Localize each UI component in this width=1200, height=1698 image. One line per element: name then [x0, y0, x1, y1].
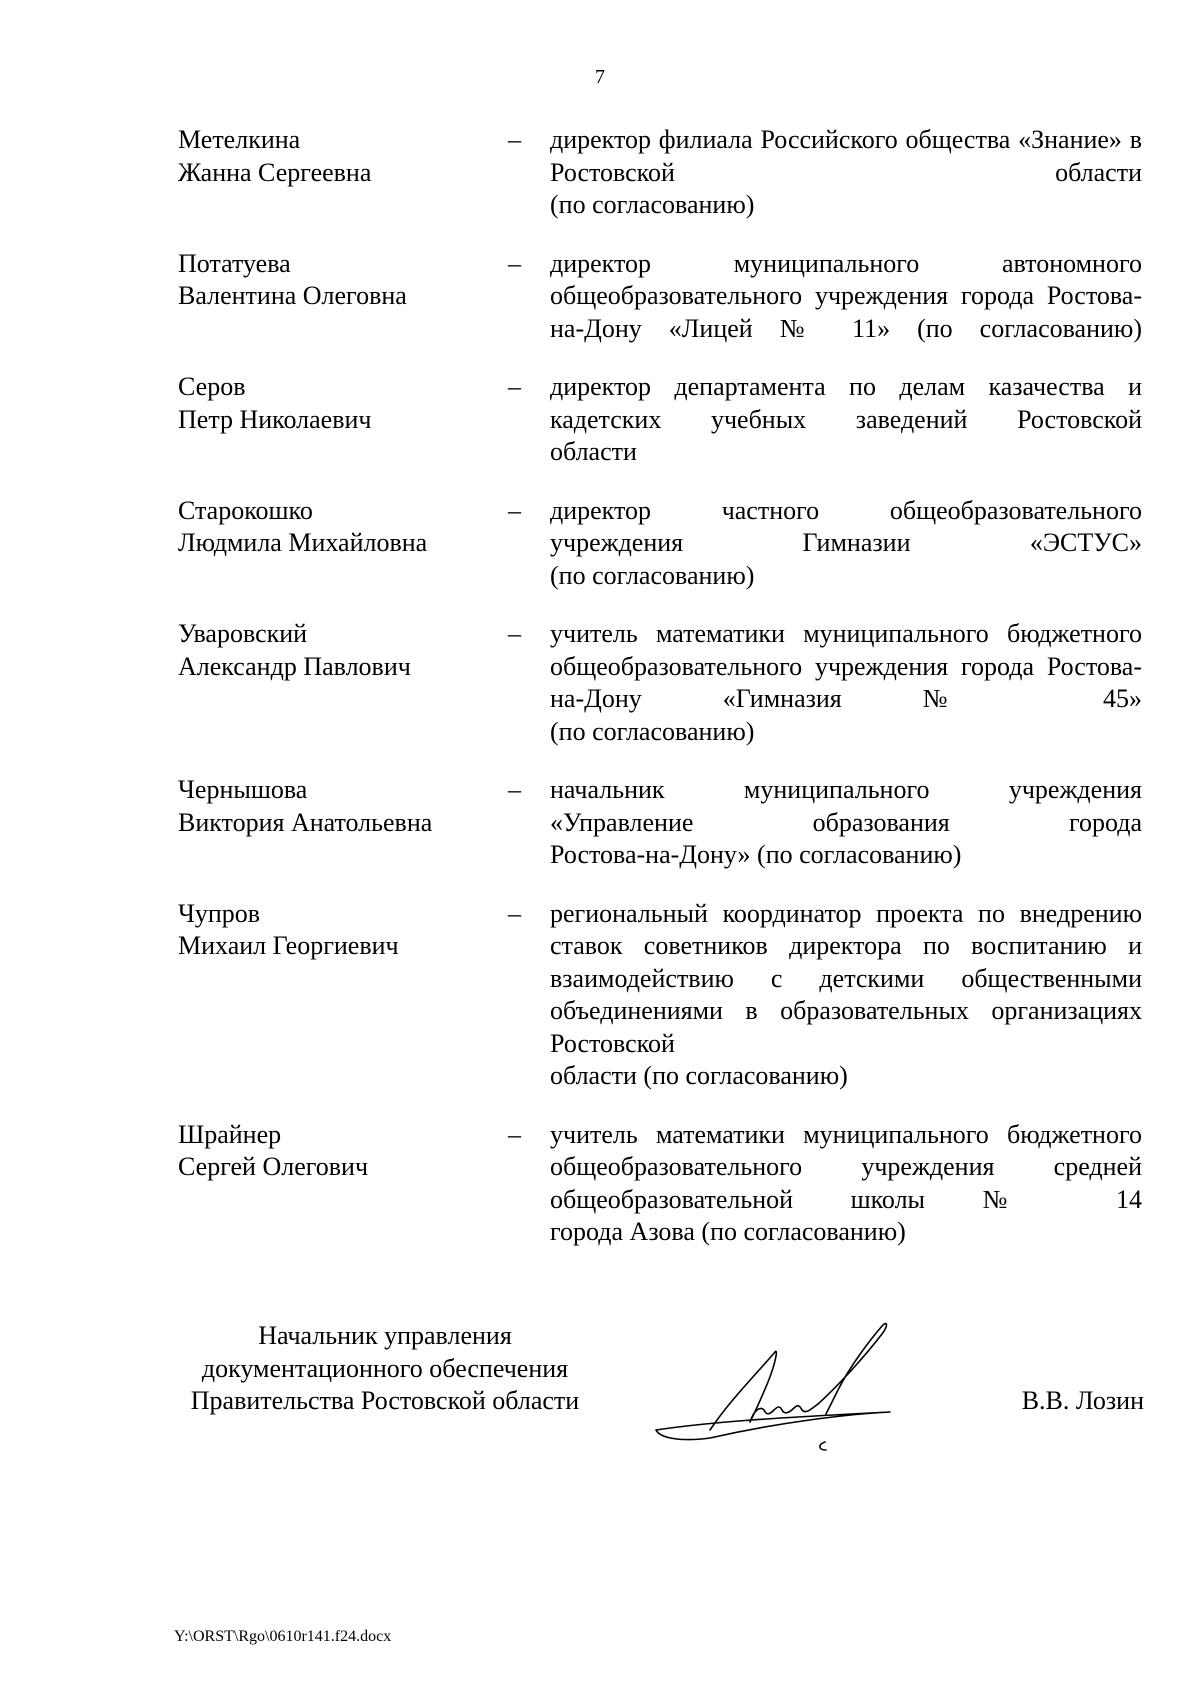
member-role-text: учитель математики муниципального бюджетного общеобразовательного учреждения средней общеобразовательной школы № 14	[550, 1119, 1142, 1214]
member-row	[0, 124, 1200, 222]
member-role	[550, 124, 1142, 222]
member-given-names: Михаил Георгиевич	[178, 931, 399, 960]
member-row	[0, 618, 1200, 748]
signer-name: В.В. Лозин	[1021, 1386, 1144, 1415]
member-given-names: Виктория Анатольевна	[178, 807, 433, 837]
member-name	[178, 1119, 508, 1184]
member-dash: –	[508, 372, 521, 401]
member-role-text: директор частного общеобразовательного учреждения Гимназии «ЭСТУС»	[550, 495, 1142, 557]
member-role	[550, 1119, 1142, 1249]
member-dash: –	[508, 495, 521, 525]
member-surname: Серов	[178, 372, 246, 401]
member-surname: Старокошко	[178, 495, 313, 525]
signer-title	[150, 1320, 620, 1418]
member-given-names: Сергей Олегович	[178, 1152, 369, 1181]
file-path: Y:\ORST\Rgo\0610r141.f24.docx	[174, 1628, 392, 1645]
member-role-text: директор муниципального автономного общеобразовательного учреждения города Ростова-на-Дону «Лицей № 11» (по согласованию)	[550, 248, 1142, 343]
member-given-names: Александр Павлович	[178, 651, 411, 681]
member-row	[0, 1119, 1200, 1249]
member-surname: Чернышова	[178, 775, 308, 804]
member-role	[550, 618, 1142, 748]
member-given-names: Валентина Олеговна	[178, 281, 407, 310]
member-role-last-line: Ростова-на-Дону» (по согласованию)	[550, 840, 962, 869]
member-dash: –	[508, 619, 521, 648]
member-role-last-line: области	[550, 437, 637, 466]
member-role	[550, 774, 1142, 872]
member-row	[0, 898, 1200, 1093]
signer-title-line: документационного обеспечения	[201, 1353, 569, 1383]
handwritten-signature-icon	[650, 1310, 930, 1470]
member-surname: Шрайнер	[178, 1119, 282, 1149]
signer-title-line: Начальник управления	[258, 1321, 512, 1350]
member-role-text: директор филиала Российского общества «Знание» в Ростовской области	[550, 125, 1142, 187]
member-dash: –	[508, 898, 521, 928]
member-given-names: Людмила Михайловна	[178, 528, 428, 557]
member-role	[550, 898, 1142, 1093]
member-row	[0, 774, 1200, 872]
member-role-last-line: области (по согласованию)	[550, 1061, 848, 1090]
member-role	[550, 371, 1142, 469]
member-name	[178, 618, 508, 683]
member-surname: Потатуева	[178, 248, 291, 278]
member-role-text: директор департамента по делам казачества и кадетских учебных заведений Ростовской	[550, 372, 1142, 434]
member-given-names: Петр Николаевич	[178, 404, 372, 434]
signer-title-line: Правительства Ростовской области	[190, 1386, 580, 1415]
member-row	[0, 371, 1200, 469]
member-surname: Чупров	[178, 898, 261, 928]
member-name	[178, 248, 508, 313]
member-dash: –	[508, 1119, 521, 1149]
member-role-text: начальник муниципального учреждения «Управление образования города	[550, 775, 1142, 837]
member-row	[0, 495, 1200, 593]
member-surname: Метелкина	[178, 125, 301, 154]
page-number: 7	[595, 66, 605, 88]
member-name	[178, 124, 508, 189]
member-dash: –	[508, 775, 521, 804]
member-dash: –	[508, 125, 521, 154]
member-name	[178, 495, 508, 560]
signature-block	[0, 1320, 1200, 1440]
member-role-text: региональный координатор проекта по внедрению ставок советников директора по воспитанию и взаимодействию с детскими общественными объединениями в образовательных организациях Ростовской	[550, 898, 1142, 1058]
member-name	[178, 371, 508, 436]
members-list	[0, 124, 1200, 1275]
member-role-last-line: (по согласованию)	[550, 190, 755, 219]
member-given-names: Жанна Сергеевна	[178, 157, 372, 187]
member-row	[0, 248, 1200, 346]
member-role-last-line: (по согласованию)	[550, 560, 755, 590]
member-name	[178, 898, 508, 963]
member-role-last-line: города Азова (по согласованию)	[550, 1217, 906, 1246]
member-role-last-line: (по согласованию)	[550, 716, 755, 746]
member-surname: Уваровский	[178, 619, 308, 648]
member-role	[550, 248, 1142, 346]
member-role-text: учитель математики муниципального бюджетного общеобразовательного учреждения города Ростова-на-Дону «Гимназия № 45»	[550, 619, 1142, 713]
member-role	[550, 495, 1142, 593]
member-name	[178, 774, 508, 839]
member-dash: –	[508, 248, 521, 278]
